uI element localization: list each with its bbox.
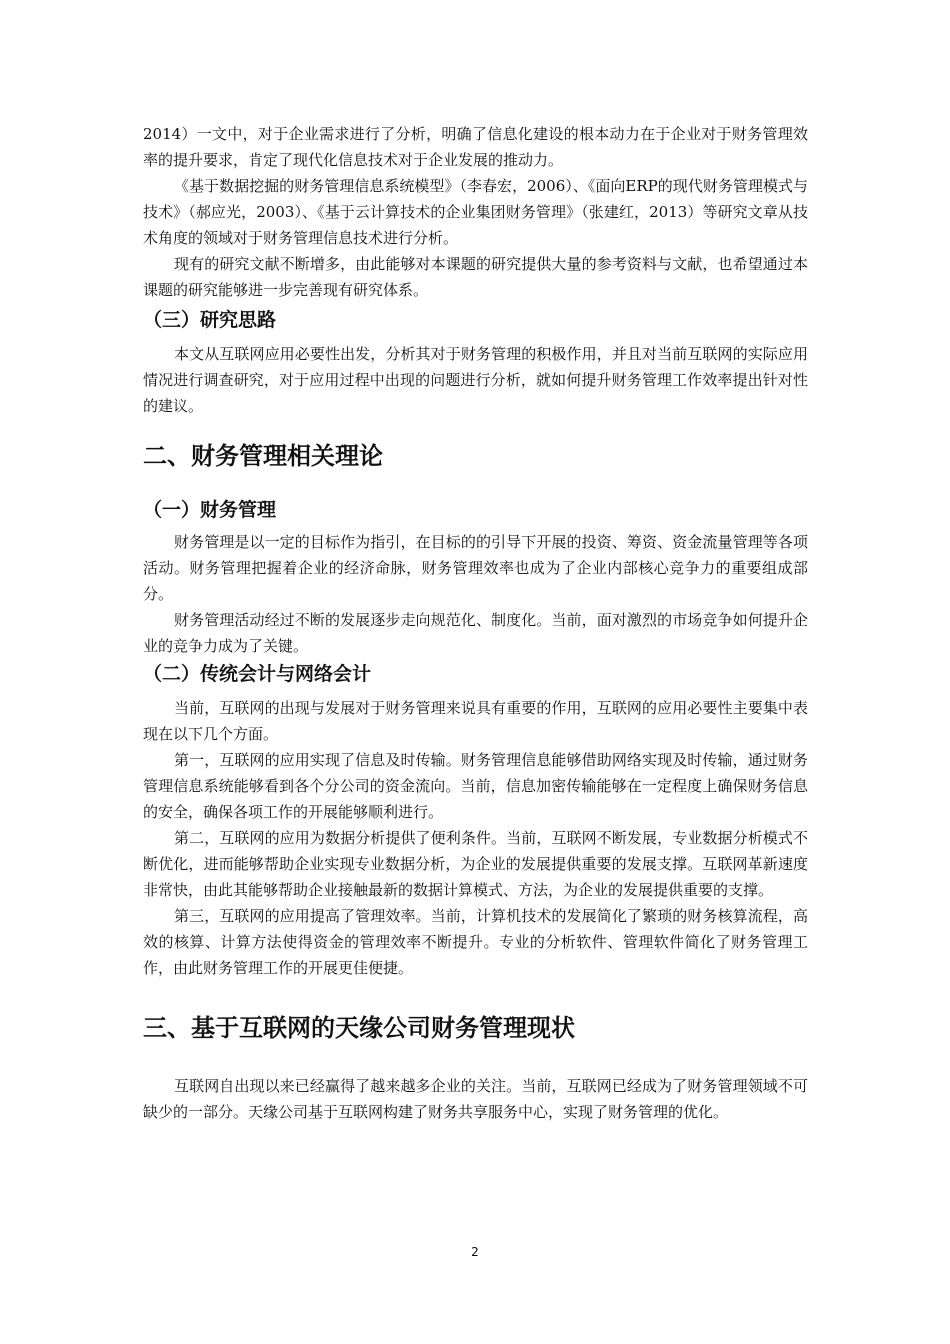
- heading-section-two: 二、财务管理相关理论: [143, 442, 383, 470]
- heading-financial-management: （一）财务管理: [143, 499, 277, 521]
- paragraph-literature-summary: 现有的研究文献不断增多，由此能够对本课题的研究提供大量的参考资料与文献，也希望通过本课题的研究能够进一步完善现有研究体系。: [143, 255, 808, 299]
- heading-research-approach: （三）研究思路: [143, 309, 277, 331]
- page-number: 2: [471, 1245, 479, 1259]
- paragraph-point-one: 第一，互联网的应用实现了信息及时传输。财务管理信息能够借助网络实现及时传输，通过财务管理信息系统能够看到各个分公司的资金流向。当前，信息加密传输能够在一定程度上确保财务信息的安全，确保各项工作的开展能够顺利进行。: [143, 751, 808, 821]
- paragraph-research-approach: 本文从互联网应用必要性出发，分析其对于财务管理的积极作用，并且对当前互联网的实际应用情况进行调查研究，对于应用过程中出现的问题进行分析，就如何提升财务管理工作效率提出针对性的建议。: [143, 345, 808, 415]
- paragraph-point-two: 第二，互联网的应用为数据分析提供了便利条件。当前，互联网不断发展，专业数据分析模式不断优化，进而能够帮助企业实现专业数据分析，为企业的发展提供重要的发展支撑。互联网革新速度非常快，由此其能够帮助企业接触最新的数据计算模式、方法，为企业的发展提供重要的支撑。: [143, 829, 808, 899]
- heading-section-three: 三、基于互联网的天缘公司财务管理现状: [143, 1014, 575, 1042]
- paragraph-continuation: 2014）一文中，对于企业需求进行了分析，明确了信息化建设的根本动力在于企业对于财务管理效率的提升要求，肯定了现代化信息技术对于企业发展的推动力。: [143, 125, 808, 169]
- paragraph-company-status: 互联网自出现以来已经赢得了越来越多企业的关注。当前，互联网已经成为了财务管理领域不可缺少的一部分。天缘公司基于互联网构建了财务共享服务中心，实现了财务管理的优化。: [143, 1077, 808, 1121]
- heading-accounting: （二）传统会计与网络会计: [143, 663, 372, 685]
- paragraph-fm-development: 财务管理活动经过不断的发展逐步走向规范化、制度化。当前，面对激烈的市场竞争如何提升企业的竞争力成为了关键。: [143, 611, 808, 655]
- paragraph-internet-necessity: 当前，互联网的出现与发展对于财务管理来说具有重要的作用，互联网的应用必要性主要集中表现在以下几个方面。: [143, 699, 808, 743]
- page-content: [143, 121, 808, 1125]
- paragraph-fm-definition: 财务管理是以一定的目标作为指引，在目标的的引导下开展的投资、筹资、资金流量管理等各项活动。财务管理把握着企业的经济命脉，财务管理效率也成为了企业内部核心竞争力的重要组成部分。: [143, 533, 808, 603]
- paragraph-related-studies: 《基于数据挖掘的财务管理信息系统模型》（李春宏，2006）、《面向ERP的现代财务管理模式与技术》（郝应光，2003）、《基于云计算技术的企业集团财务管理》（张建红，2013）等研究文章从技术角度的领域对于财务管理信息技术进行分析。: [143, 177, 808, 247]
- paragraph-point-three: 第三，互联网的应用提高了管理效率。当前，计算机技术的发展简化了繁琐的财务核算流程，高效的核算、计算方法使得资金的管理效率不断提升。专业的分析软件、管理软件简化了财务管理工作，由此财务管理工作的开展更佳便捷。: [143, 907, 808, 977]
